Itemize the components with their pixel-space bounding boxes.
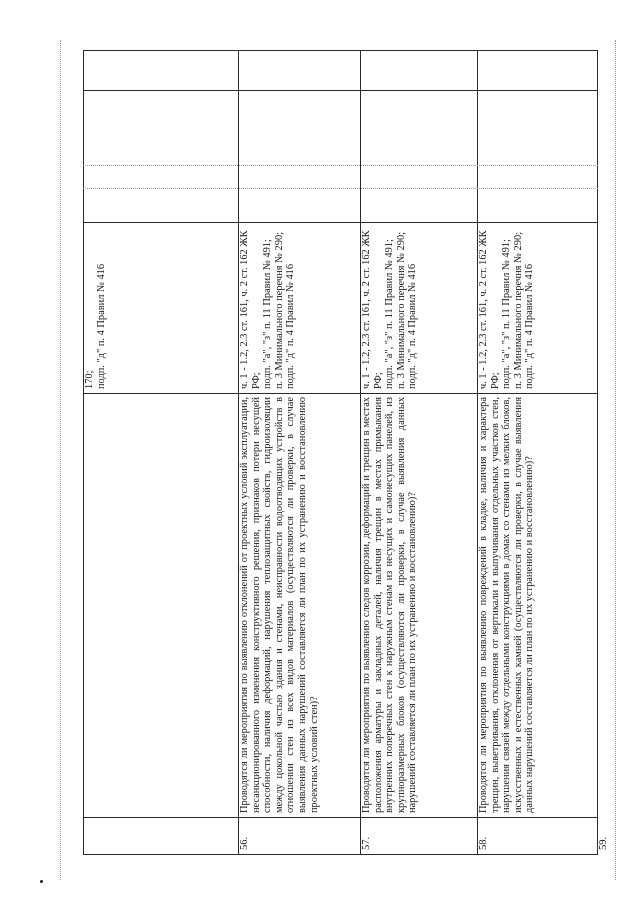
question-text: Проводятся ли мероприятия по выявлению отклонений от проектных условий эксплуатации, несанкционированного изменения конструктивного решения, признаков потери несущей способности, наличия деформаций, нарушения теплозащитных свойств, гидроизоляции между цокольной частью здания и стенами, неисправности водоотводящих устройств в отношении стен из всех видов материалов (осуществляются ли проверки, в случае выявления данных нарушений составляется ли план по их устранению и восстановлению проектных условий стен)?: [239, 397, 320, 813]
reference-cell: [361, 222, 477, 393]
faint-line: [615, 40, 616, 880]
table-border-right: [597, 50, 598, 855]
table-border-bottom: [83, 854, 598, 855]
row-number: 58.: [478, 836, 489, 850]
question-text: Проводятся ли мероприятия по выявлению повреждений в кладке, наличия и характера трещин, выветривания, отклонения от вертикали и выпучивания отдельных участков стен, нарушения связей между отдельными конструкциями в домах со стенами из мелких блоков, искусственных и естественных камней (осуществляются ли проверки, в случае выявления данных нарушений составляется ли план по их устранению и восстановлению)?: [478, 397, 536, 813]
reference-text: ч. 1 - 1.2, 2.3 ст. 161, ч. 2 ст. 162 ЖК РФ; подп. "а", "з" п. 11 Правил № 491; п. 3 Минимального перечня № 290; подп. "д" п. 4 Правил № 416: [361, 230, 419, 389]
row-number: 57.: [361, 836, 372, 850]
question-text: Проводятся ли мероприятия по выявлению следов коррозии, деформаций и трещин в местах расположения арматуры и закладных деталей, наличия трещин в местах примыкания внутренних поперечных стен к наружным стенам из несущих и самонесущих панелей, из крупноразмерных блоков (осуществляются ли проверки, в случае выявления данных нарушений составляется ли план по их устранению и восстановлению)?: [361, 397, 419, 813]
reference-cell: [478, 222, 597, 393]
question-cell: [361, 393, 477, 817]
row-number: 56.: [239, 836, 250, 850]
table-border-left: [83, 50, 84, 855]
question-cell: [239, 393, 360, 817]
question-cell: [478, 393, 597, 817]
row-number-cell: [598, 817, 638, 854]
reference-cell: [239, 222, 360, 393]
faint-line: [83, 165, 598, 166]
reference-text: ч. 1 - 1.2, 2.3 ст. 161, ч. 2 ст. 162 ЖК РФ; подп. "а", "з" п. 11 Правил № 491; п. 3 Минимального перечня № 290; подп. "д" п. 4 Правил № 416: [239, 230, 297, 389]
reference-text: ч. 1 - 1.2, 2.3 ст. 161, ч. 2 ст. 162 ЖК РФ; подп. "а", "з" п. 11 Правил № 491; п. 3 Минимального перечня № 290; подп. "д" п. 4 Правил № 416: [478, 230, 536, 389]
column-separator-extra: [83, 90, 598, 91]
row-number-cell: [361, 817, 477, 854]
reference-text: 170; подп. "д" п. 4 Правил № 416: [84, 263, 107, 389]
row-number-cell: [478, 817, 597, 854]
faint-line: [60, 40, 61, 880]
page-mark: [40, 880, 43, 883]
table-border-top: [83, 50, 598, 51]
row-number: 59.: [598, 836, 609, 850]
row-number-cell: [239, 817, 360, 854]
faint-line: [83, 188, 598, 189]
reference-cell: [84, 222, 238, 393]
